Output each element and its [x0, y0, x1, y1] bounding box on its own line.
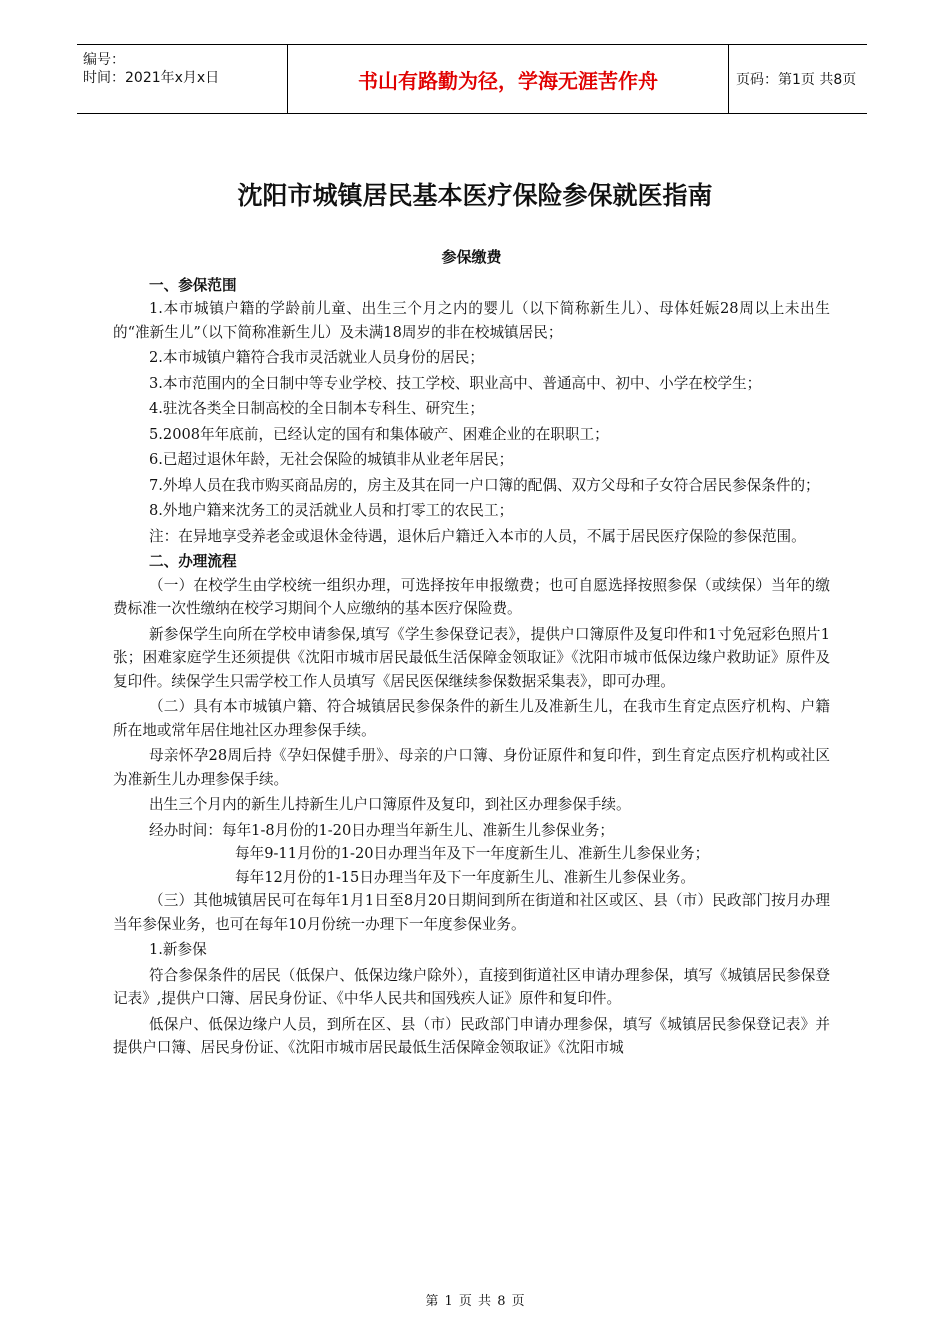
page-info: 页码：第1页 共8页: [736, 72, 857, 88]
paragraph: 3.本市范围内的全日制中等专业学校、技工学校、职业高中、普通高中、初中、小学在校学生；: [149, 374, 762, 392]
schedule-line: 经办时间：每年1-8月份的1-20日办理当年新生儿、准新生儿参保业务；: [149, 821, 614, 839]
paragraph: 母亲怀孕28周后持《孕妇保健手册》、母亲的户口簿、身份证原件和复印件，到生育定点医疗机构或社区为准新生儿办理参保手续。: [113, 747, 830, 788]
motto: 书山有路勤为径，学海无涯苦作舟: [287, 45, 729, 113]
document-body: [113, 246, 830, 1062]
paragraph: 符合参保条件的居民（低保户、低保边缘户除外），直接到街道社区申请办理参保，填写《城镇居民参保登记表》,提供户口簿、居民身份证、《中华人民共和国残疾人证》原件和复印件。: [113, 966, 830, 1007]
paragraph: 5.2008年年底前，已经认定的国有和集体破产、困难企业的在职职工；: [149, 425, 609, 443]
number-label: 编号：: [83, 52, 125, 68]
subheading: 1.新参保: [149, 941, 207, 958]
page-header: [77, 44, 867, 114]
paragraph: 低保户、低保边缘户人员，到所在区、县（市）民政部门申请办理参保，填写《城镇居民参保登记表》并提供户口簿、居民身份证、《沈阳市城市居民最低生活保障金领取证》《沈阳市城: [113, 1015, 830, 1056]
heading-scope: 一、参保范围: [149, 276, 237, 294]
schedule-line: 每年9-11月份的1-20日办理当年及下一年度新生儿、准新生儿参保业务；: [235, 845, 710, 862]
heading-process: 二、办理流程: [149, 553, 237, 570]
paragraph: 4.驻沈各类全日制高校的全日制本专科生、研究生；: [149, 400, 484, 417]
header-meta: [77, 45, 287, 113]
paragraph: 出生三个月内的新生儿持新生儿户口簿原件及复印，到社区办理参保手续。: [149, 796, 631, 813]
paragraph: （一）在校学生由学校统一组织办理，可选择按年申报缴费；也可自愿选择按照参保（或续保）当年的缴费标准一次性缴纳在校学习期间个人应缴纳的基本医疗保险费。: [113, 576, 830, 617]
time-label: 时间：2021年x月x日: [83, 70, 220, 86]
document-title: 沈阳市城镇居民基本医疗保险参保就医指南: [237, 181, 713, 210]
note-paragraph: 注：在异地享受养老金或退休金待遇，退休后户籍迁入本市的人员，不属于居民医疗保险的参保范围。: [149, 527, 806, 545]
section-title: 参保缴费: [441, 248, 502, 266]
paragraph: 新参保学生向所在学校申请参保,填写《学生参保登记表》，提供户口簿原件及复印件和1寸免冠彩色照片1张；困难家庭学生还须提供《沈阳市城市居民最低生活保障金领取证》《沈阳市城市低保边缘户救助证》原件及复印件。续保学生只需学校工作人员填写《居民医保继续参保数据采集表》，即可办理。: [113, 625, 830, 690]
paragraph: 2.本市城镇户籍符合我市灵活就业人员身份的居民；: [149, 349, 484, 366]
paragraph: 7.外埠人员在我市购买商品房的，房主及其在同一户口簿的配偶、双方父母和子女符合居民参保条件的；: [149, 476, 820, 494]
paragraph: （二）具有本市城镇户籍、符合城镇居民参保条件的新生儿及准新生儿，在我市生育定点医疗机构、户籍所在地或常年居住地社区办理参保手续。: [113, 698, 830, 739]
paragraph: 1.本市城镇户籍的学龄前儿童、出生三个月之内的婴儿（以下简称新生儿）、母体妊娠28周以上未出生的“准新生儿”（以下简称准新生儿）及未满18周岁的非在校城镇居民；: [113, 300, 830, 341]
page-footer: 第 1 页 共 8 页: [425, 1294, 525, 1309]
paragraph: 8.外地户籍来沈务工的灵活就业人员和打零工的农民工；: [149, 502, 514, 519]
schedule-line: 每年12月份的1-15日办理当年及下一年度新生儿、准新生儿参保业务。: [235, 868, 695, 886]
paragraph: 6.已超过退休年龄，无社会保险的城镇非从业老年居民；: [149, 451, 514, 468]
paragraph: （三）其他城镇居民可在每年1月1日至8月20日期间到所在街道和社区或区、县（市）民政部门按月办理当年参保业务，也可在每年10月份统一办理下一年度参保业务。: [113, 892, 830, 933]
